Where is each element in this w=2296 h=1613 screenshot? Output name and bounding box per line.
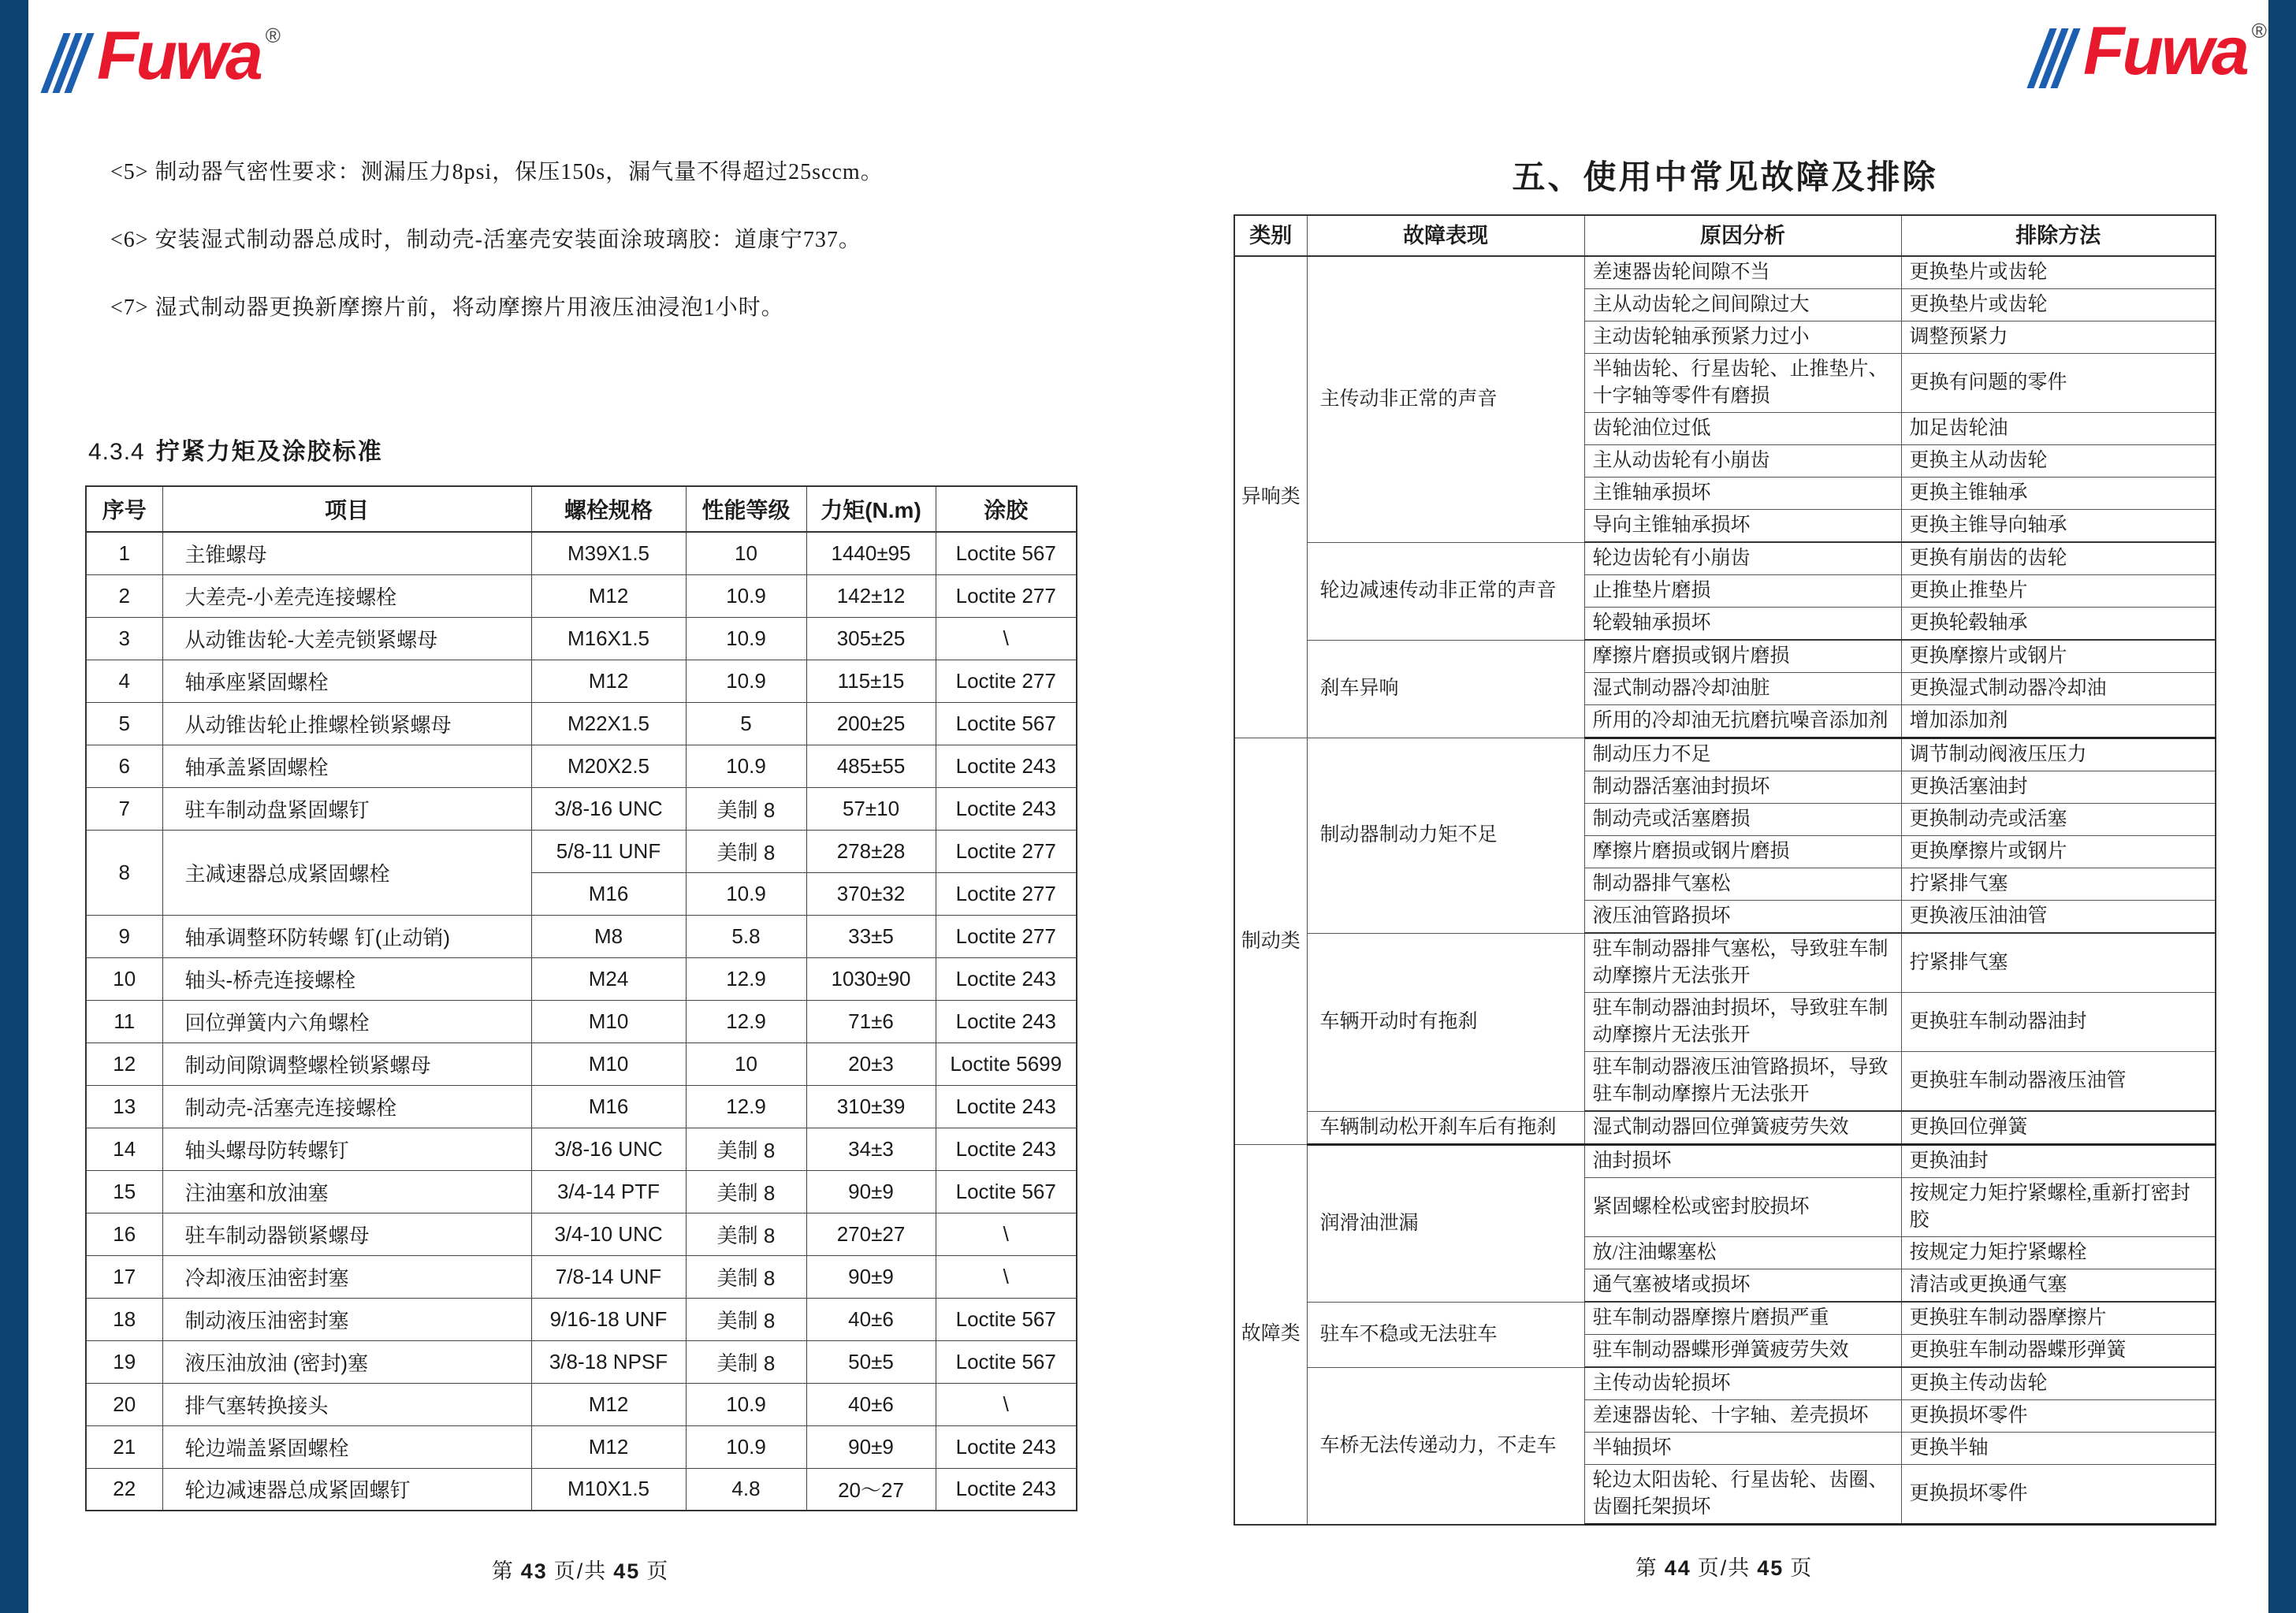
table-cell: 3/4-14 PTF <box>531 1170 686 1213</box>
table-cell: 制动液压油密封塞 <box>162 1298 531 1340</box>
table-cell: 200±25 <box>806 702 936 745</box>
table-cell: Loctite 567 <box>936 702 1077 745</box>
torque-table-body <box>86 532 1077 1511</box>
table-cell: M16 <box>531 1085 686 1128</box>
table-cell: Loctite 243 <box>936 1425 1077 1468</box>
table-cell: 5 <box>86 702 162 745</box>
table-row <box>86 1085 1077 1128</box>
table-row <box>1234 933 2216 993</box>
table-cell: 更换半轴 <box>1901 1433 2216 1465</box>
table-cell: 驻车制动器液压油管路损坏，导致驻车制动摩擦片无法张开 <box>1584 1052 1901 1112</box>
table-cell: Loctite 277 <box>936 915 1077 957</box>
table-cell: Loctite 243 <box>936 1128 1077 1170</box>
table-cell: 14 <box>86 1128 162 1170</box>
section-title <box>88 432 383 466</box>
right-edge-bar <box>2268 0 2296 1613</box>
table-cell: 导向主锥轴承损坏 <box>1584 510 1901 543</box>
table-cell: 湿式制动器冷却油脏 <box>1584 673 1901 705</box>
page-footer-left: 第 43 页/共 45 页 <box>491 1559 670 1583</box>
table-cell: 调节制动阀液压压力 <box>1901 738 2216 771</box>
table-cell: M12 <box>531 1425 686 1468</box>
table-cell: 美制 8 <box>686 1298 806 1340</box>
table-cell: 90±9 <box>806 1425 936 1468</box>
table-cell: \ <box>936 1255 1077 1298</box>
table-cell: 异响类 <box>1234 256 1307 738</box>
table-row <box>86 617 1077 660</box>
table-cell: 71±6 <box>806 1000 936 1043</box>
table-cell: 更换摩擦片或钢片 <box>1901 640 2216 673</box>
table-cell: 22 <box>86 1468 162 1511</box>
table-cell: M16 <box>531 872 686 915</box>
table-cell: 5.8 <box>686 915 806 957</box>
table-row <box>86 532 1077 574</box>
table-cell: 通气塞被堵或损坏 <box>1584 1269 1901 1303</box>
table-cell: 主从动齿轮之间间隙过大 <box>1584 289 1901 321</box>
fuwa-logo-right <box>2038 13 2267 89</box>
table-cell: 按规定力矩拧紧螺栓 <box>1901 1237 2216 1269</box>
table-cell: 3/8-16 UNC <box>531 1128 686 1170</box>
table-cell: 3/8-18 NPSF <box>531 1340 686 1383</box>
table-cell: 制动类 <box>1234 738 1307 1145</box>
logo-wordmark: Fuwa <box>97 18 261 94</box>
table-cell: 12 <box>86 1043 162 1085</box>
table-cell: 更换主从动齿轮 <box>1901 445 2216 478</box>
table-cell: 40±6 <box>806 1298 936 1340</box>
table-cell: 半轴损坏 <box>1584 1433 1901 1465</box>
table-cell: 更换油封 <box>1901 1145 2216 1178</box>
table-cell: 更换止推垫片 <box>1901 575 2216 608</box>
table-cell: Loctite 243 <box>936 1000 1077 1043</box>
table-cell: 10.9 <box>686 660 806 702</box>
table-header-cell: 涂胶 <box>936 486 1077 532</box>
table-cell: 10.9 <box>686 745 806 787</box>
table-header-cell: 性能等级 <box>686 486 806 532</box>
table-header-row <box>1234 215 2216 256</box>
table-cell: 更换损坏零件 <box>1901 1465 2216 1525</box>
fuwa-logo-left <box>52 18 281 94</box>
table-cell: 清洁或更换通气塞 <box>1901 1269 2216 1303</box>
logo-stripes-icon <box>52 33 87 93</box>
table-row <box>86 1298 1077 1340</box>
table-cell: Loctite 243 <box>936 957 1077 1000</box>
table-cell: 驻车制动器蝶形弹簧疲劳失效 <box>1584 1335 1901 1368</box>
table-cell: 更换有问题的零件 <box>1901 354 2216 413</box>
table-row <box>86 1340 1077 1383</box>
table-cell: 2 <box>86 574 162 617</box>
table-row <box>86 787 1077 830</box>
table-row <box>1234 542 2216 575</box>
table-cell: 注油塞和放油塞 <box>162 1170 531 1213</box>
table-cell: 故障类 <box>1234 1145 1307 1525</box>
table-cell: 轮毂轴承损坏 <box>1584 608 1901 641</box>
table-cell: M10 <box>531 1043 686 1085</box>
fault-table-body <box>1234 256 2216 1525</box>
table-cell: 12.9 <box>686 1000 806 1043</box>
table-cell: 主传动齿轮损坏 <box>1584 1367 1901 1400</box>
table-cell: 20～27 <box>806 1468 936 1511</box>
table-cell: 更换垫片或齿轮 <box>1901 289 2216 321</box>
table-cell: 驻车制动器锁紧螺母 <box>162 1213 531 1255</box>
table-cell: 驻车不稳或无法驻车 <box>1307 1302 1584 1367</box>
table-header-cell: 项目 <box>162 486 531 532</box>
table-cell: 9/16-18 UNF <box>531 1298 686 1340</box>
table-cell: 更换摩擦片或钢片 <box>1901 836 2216 868</box>
table-cell: 湿式制动器回位弹簧疲劳失效 <box>1584 1111 1901 1145</box>
table-header-cell: 力矩(N.m) <box>806 486 936 532</box>
table-cell: 更换有崩齿的齿轮 <box>1901 542 2216 575</box>
table-cell: 主从动齿轮有小崩齿 <box>1584 445 1901 478</box>
table-cell: 10.9 <box>686 1383 806 1425</box>
table-cell: 美制 8 <box>686 1255 806 1298</box>
table-cell: 主锥螺母 <box>162 532 531 574</box>
table-cell: 拧紧排气塞 <box>1901 868 2216 901</box>
table-cell: Loctite 567 <box>936 1340 1077 1383</box>
table-cell: 270±27 <box>806 1213 936 1255</box>
table-cell: 美制 8 <box>686 830 806 872</box>
table-cell: 主传动非正常的声音 <box>1307 256 1584 542</box>
table-cell: 所用的冷却油无抗磨抗噪音添加剂 <box>1584 705 1901 738</box>
table-cell: 制动壳-活塞壳连接螺栓 <box>162 1085 531 1128</box>
table-cell: 40±6 <box>806 1383 936 1425</box>
table-row <box>1234 256 2216 289</box>
table-cell: 从动锥齿轮-大差壳锁紧螺母 <box>162 617 531 660</box>
table-row <box>86 574 1077 617</box>
table-cell: 1440±95 <box>806 532 936 574</box>
table-row <box>86 915 1077 957</box>
table-row <box>86 1468 1077 1511</box>
table-cell: 美制 8 <box>686 1340 806 1383</box>
table-header-cell: 故障表现 <box>1307 215 1584 256</box>
table-cell: Loctite 277 <box>936 660 1077 702</box>
table-cell: 齿轮油位过低 <box>1584 413 1901 445</box>
table-row <box>1234 1367 2216 1400</box>
table-cell: 5 <box>686 702 806 745</box>
table-cell: 美制 8 <box>686 1128 806 1170</box>
table-cell: 制动器活塞油封损坏 <box>1584 771 1901 804</box>
fault-table <box>1234 214 2216 1526</box>
table-cell: 液压油放油 (密封)塞 <box>162 1340 531 1383</box>
table-cell: 止推垫片磨损 <box>1584 575 1901 608</box>
table-cell: 20±3 <box>806 1043 936 1085</box>
table-cell: 轮边太阳齿轮、行星齿轮、齿圈、齿圈托架损坏 <box>1584 1465 1901 1525</box>
table-cell: 10 <box>686 532 806 574</box>
table-cell: M8 <box>531 915 686 957</box>
table-cell: 8 <box>86 830 162 915</box>
table-cell: 10.9 <box>686 872 806 915</box>
table-cell: 驻车制动盘紧固螺钉 <box>162 787 531 830</box>
table-row <box>86 702 1077 745</box>
table-cell: 轴承座紧固螺栓 <box>162 660 531 702</box>
table-cell: 19 <box>86 1340 162 1383</box>
logo-wordmark: Fuwa <box>2083 13 2247 89</box>
table-cell: 美制 8 <box>686 1213 806 1255</box>
table-cell: 10.9 <box>686 617 806 660</box>
table-cell: 车桥无法传递动力，不走车 <box>1307 1367 1584 1525</box>
table-cell: 从动锥齿轮止推螺栓锁紧螺母 <box>162 702 531 745</box>
table-cell: 10 <box>86 957 162 1000</box>
table-cell: 11 <box>86 1000 162 1043</box>
table-header-cell: 螺栓规格 <box>531 486 686 532</box>
table-cell: 驻车制动器摩擦片磨损严重 <box>1584 1302 1901 1335</box>
table-row <box>86 1425 1077 1468</box>
table-cell: 更换主锥轴承 <box>1901 478 2216 510</box>
table-cell: 3/4-10 UNC <box>531 1213 686 1255</box>
table-cell: 刹车异响 <box>1307 640 1584 738</box>
table-cell: M10X1.5 <box>531 1468 686 1511</box>
table-header-cell: 排除方法 <box>1901 215 2216 256</box>
table-cell: 370±32 <box>806 872 936 915</box>
table-cell: 6 <box>86 745 162 787</box>
table-cell: 15 <box>86 1170 162 1213</box>
table-cell: 差速器齿轮、十字轴、差壳损坏 <box>1584 1400 1901 1433</box>
table-cell: 更换活塞油封 <box>1901 771 2216 804</box>
table-cell: 驻车制动器排气塞松，导致驻车制动摩擦片无法张开 <box>1584 933 1901 993</box>
table-cell: 主减速器总成紧固螺栓 <box>162 830 531 915</box>
table-cell: 90±9 <box>806 1170 936 1213</box>
table-row <box>86 660 1077 702</box>
table-cell: 轮边减速传动非正常的声音 <box>1307 542 1584 640</box>
table-cell: 278±28 <box>806 830 936 872</box>
table-cell: 1 <box>86 532 162 574</box>
table-cell: M20X2.5 <box>531 745 686 787</box>
table-cell: M12 <box>531 574 686 617</box>
table-cell: 排气塞转换接头 <box>162 1383 531 1425</box>
table-cell: Loctite 277 <box>936 872 1077 915</box>
table-row <box>86 1043 1077 1085</box>
page-title: 五、使用中常见故障及排除 <box>1512 158 1938 195</box>
table-cell: 差速器齿轮间隙不当 <box>1584 256 1901 289</box>
table-cell: 轴头螺母防转螺钉 <box>162 1128 531 1170</box>
table-cell: 更换液压油油管 <box>1901 901 2216 934</box>
table-cell: 7 <box>86 787 162 830</box>
table-cell: 142±12 <box>806 574 936 617</box>
table-cell: 调整预紧力 <box>1901 321 2216 354</box>
table-cell: \ <box>936 1213 1077 1255</box>
table-cell: 车辆开动时有拖刹 <box>1307 933 1584 1111</box>
table-cell: Loctite 243 <box>936 1085 1077 1128</box>
table-cell: 更换回位弹簧 <box>1901 1111 2216 1145</box>
table-row <box>1234 1111 2216 1145</box>
table-cell: 紧固螺栓松或密封胶损坏 <box>1584 1178 1901 1237</box>
table-cell: 制动压力不足 <box>1584 738 1901 771</box>
table-cell: Loctite 243 <box>936 1468 1077 1511</box>
table-row <box>86 1213 1077 1255</box>
table-cell: 1030±90 <box>806 957 936 1000</box>
table-row <box>1234 1302 2216 1335</box>
table-header-row <box>86 486 1077 532</box>
page-footer-right: 第 44 页/共 45 页 <box>1635 1556 1814 1580</box>
table-cell: Loctite 243 <box>936 745 1077 787</box>
table-cell: 轴承盖紧固螺栓 <box>162 745 531 787</box>
torque-table <box>85 485 1077 1511</box>
table-cell: 拧紧排气塞 <box>1901 933 2216 993</box>
section-number: 4.3.4 <box>88 439 145 465</box>
table-cell: 5/8-11 UNF <box>531 830 686 872</box>
table-cell: 美制 8 <box>686 787 806 830</box>
table-cell: 更换损坏零件 <box>1901 1400 2216 1433</box>
table-cell: 17 <box>86 1255 162 1298</box>
table-cell: 放/注油螺塞松 <box>1584 1237 1901 1269</box>
table-cell: 更换垫片或齿轮 <box>1901 256 2216 289</box>
table-cell: 305±25 <box>806 617 936 660</box>
table-cell: 3 <box>86 617 162 660</box>
note-line: <6> 安装湿式制动器总成时，制动壳-活塞壳安装面涂玻璃胶：道康宁737。 <box>110 228 861 252</box>
table-cell: 更换主锥导向轴承 <box>1901 510 2216 543</box>
table-cell: Loctite 567 <box>936 1170 1077 1213</box>
table-cell: 轴头-桥壳连接螺栓 <box>162 957 531 1000</box>
table-cell: 驻车制动器油封损坏，导致驻车制动摩擦片无法张开 <box>1584 993 1901 1052</box>
table-header-cell: 序号 <box>86 486 162 532</box>
table-cell: 更换轮毂轴承 <box>1901 608 2216 641</box>
table-cell: 制动壳或活塞磨损 <box>1584 804 1901 836</box>
table-row <box>86 1383 1077 1425</box>
table-cell: 12.9 <box>686 1085 806 1128</box>
table-cell: 主锥轴承损坏 <box>1584 478 1901 510</box>
table-cell: Loctite 277 <box>936 830 1077 872</box>
table-cell: 轴承调整环防转螺 钉(止动销) <box>162 915 531 957</box>
table-cell: 7/8-14 UNF <box>531 1255 686 1298</box>
table-cell: 485±55 <box>806 745 936 787</box>
logo-stripes-icon <box>2038 28 2074 88</box>
table-cell: 更换主传动齿轮 <box>1901 1367 2216 1400</box>
table-cell: 美制 8 <box>686 1170 806 1213</box>
table-cell: 90±9 <box>806 1255 936 1298</box>
table-cell: 18 <box>86 1298 162 1340</box>
table-cell: 更换驻车制动器摩擦片 <box>1901 1302 2216 1335</box>
registered-trademark-icon: ® <box>2251 19 2267 43</box>
note-line: <7> 湿式制动器更换新摩擦片前，将动摩擦片用液压油浸泡1小时。 <box>110 295 784 320</box>
table-cell: 21 <box>86 1425 162 1468</box>
table-cell: 115±15 <box>806 660 936 702</box>
table-row <box>86 830 1077 872</box>
table-cell: M24 <box>531 957 686 1000</box>
table-cell: 更换湿式制动器冷却油 <box>1901 673 2216 705</box>
table-cell: 12.9 <box>686 957 806 1000</box>
table-row <box>1234 640 2216 673</box>
table-cell: 9 <box>86 915 162 957</box>
table-cell: 更换驻车制动器油封 <box>1901 993 2216 1052</box>
table-cell: 按规定力矩拧紧螺栓,重新打密封胶 <box>1901 1178 2216 1237</box>
table-cell: 13 <box>86 1085 162 1128</box>
table-cell: 更换制动壳或活塞 <box>1901 804 2216 836</box>
table-header-cell: 原因分析 <box>1584 215 1901 256</box>
table-cell: M12 <box>531 1383 686 1425</box>
table-cell: 4.8 <box>686 1468 806 1511</box>
table-row <box>86 957 1077 1000</box>
table-cell: 大差壳-小差壳连接螺栓 <box>162 574 531 617</box>
table-cell: 310±39 <box>806 1085 936 1128</box>
table-row <box>1234 1145 2216 1178</box>
table-cell: M22X1.5 <box>531 702 686 745</box>
table-cell: \ <box>936 1383 1077 1425</box>
table-cell: 10 <box>686 1043 806 1085</box>
note-line: <5> 制动器气密性要求：测漏压力8psi，保压150s，漏气量不得超过25sccm。 <box>110 160 884 184</box>
table-cell: 更换驻车制动器蝶形弹簧 <box>1901 1335 2216 1368</box>
table-cell: 16 <box>86 1213 162 1255</box>
table-cell: 摩擦片磨损或钢片磨损 <box>1584 836 1901 868</box>
table-cell: 制动器排气塞松 <box>1584 868 1901 901</box>
table-cell: M16X1.5 <box>531 617 686 660</box>
table-cell: M10 <box>531 1000 686 1043</box>
table-cell: 3/8-16 UNC <box>531 787 686 830</box>
table-row <box>86 745 1077 787</box>
table-cell: 油封损坏 <box>1584 1145 1901 1178</box>
table-cell: 液压油管路损坏 <box>1584 901 1901 934</box>
table-cell: 33±5 <box>806 915 936 957</box>
table-cell: 制动器制动力矩不足 <box>1307 738 1584 934</box>
table-cell: 34±3 <box>806 1128 936 1170</box>
table-cell: 10.9 <box>686 1425 806 1468</box>
table-cell: 冷却液压油密封塞 <box>162 1255 531 1298</box>
table-cell: Loctite 243 <box>936 787 1077 830</box>
table-cell: Loctite 567 <box>936 1298 1077 1340</box>
table-row <box>1234 738 2216 771</box>
table-row <box>86 1000 1077 1043</box>
table-row <box>86 1128 1077 1170</box>
table-cell: 摩擦片磨损或钢片磨损 <box>1584 640 1901 673</box>
table-header-cell: 类别 <box>1234 215 1307 256</box>
table-cell: 回位弹簧内六角螺栓 <box>162 1000 531 1043</box>
table-cell: 更换驻车制动器液压油管 <box>1901 1052 2216 1112</box>
table-cell: 50±5 <box>806 1340 936 1383</box>
table-cell: \ <box>936 617 1077 660</box>
table-row <box>86 1255 1077 1298</box>
table-cell: 润滑油泄漏 <box>1307 1145 1584 1303</box>
left-edge-bar <box>0 0 28 1613</box>
table-cell: M12 <box>531 660 686 702</box>
table-cell: 轮边端盖紧固螺栓 <box>162 1425 531 1468</box>
table-cell: Loctite 567 <box>936 532 1077 574</box>
table-cell: 20 <box>86 1383 162 1425</box>
registered-trademark-icon: ® <box>265 24 281 47</box>
table-cell: 主动齿轮轴承预紧力过小 <box>1584 321 1901 354</box>
table-cell: 轮边齿轮有小崩齿 <box>1584 542 1901 575</box>
table-cell: Loctite 5699 <box>936 1043 1077 1085</box>
table-cell: 轮边减速器总成紧固螺钉 <box>162 1468 531 1511</box>
table-cell: 增加添加剂 <box>1901 705 2216 738</box>
notes-list <box>110 154 1096 358</box>
table-cell: 57±10 <box>806 787 936 830</box>
table-row <box>86 1170 1077 1213</box>
table-cell: M39X1.5 <box>531 532 686 574</box>
table-cell: 车辆制动松开刹车后有拖刹 <box>1307 1111 1584 1145</box>
table-cell: 4 <box>86 660 162 702</box>
table-cell: 半轴齿轮、行星齿轮、止推垫片、十字轴等零件有磨损 <box>1584 354 1901 413</box>
table-cell: 加足齿轮油 <box>1901 413 2216 445</box>
section-text: 拧紧力矩及涂胶标准 <box>155 439 383 465</box>
table-cell: 10.9 <box>686 574 806 617</box>
table-cell: Loctite 277 <box>936 574 1077 617</box>
table-cell: 制动间隙调整螺栓锁紧螺母 <box>162 1043 531 1085</box>
